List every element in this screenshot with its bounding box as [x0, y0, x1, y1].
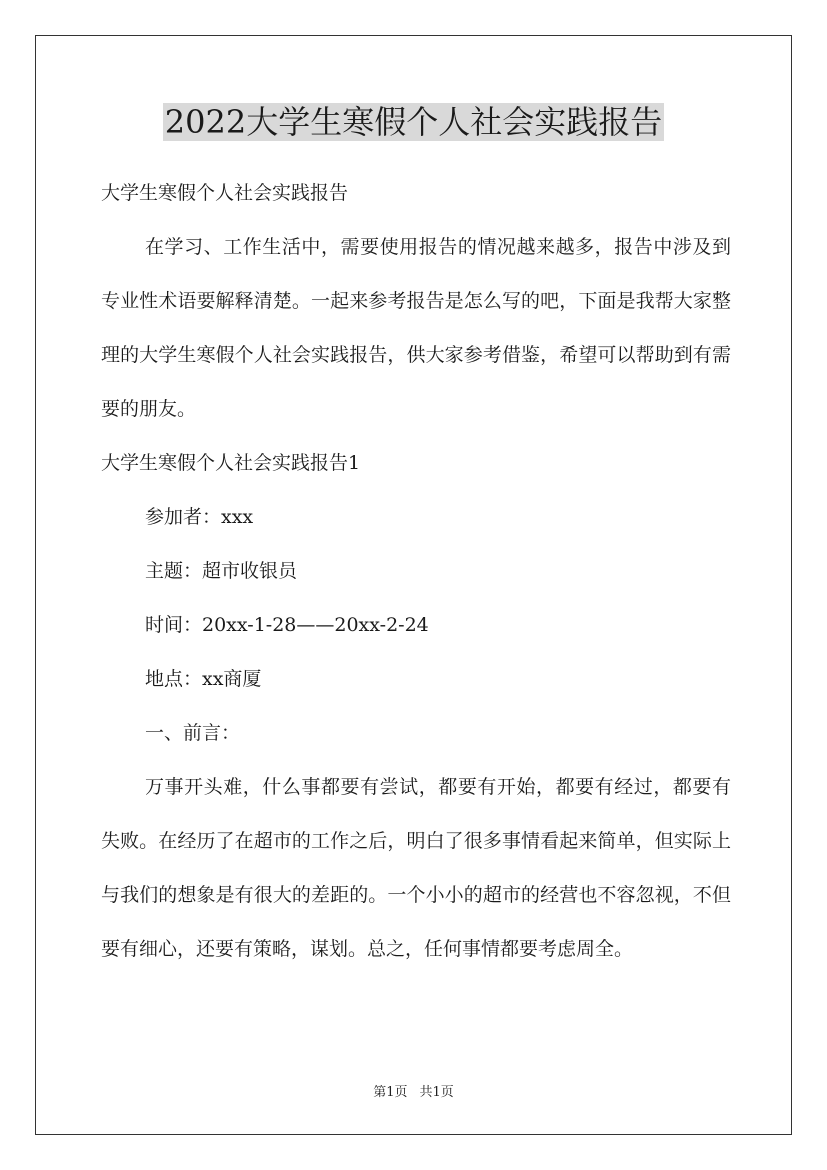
place-field: 地点：xx商厦 [145, 668, 262, 690]
preface-paragraph: 万事开头难，什么事都要有尝试，都要有开始，都要有经过，都要有失败。在经历了在超市的工作之后，明白了很多事情看起来简单，但实际上与我们的想象是有很大的差距的。一个小小的超市的经营也不容忽视，不但要有细心，还要有策略，谋划。总之，任何事情都要考虑周全。 [101, 776, 731, 960]
page-footer [0, 1084, 827, 1102]
document-body [101, 166, 731, 976]
document-subtitle: 大学生寒假个人社会实践报告 [101, 182, 349, 204]
topic-field: 主题：超市收银员 [145, 560, 298, 582]
participant-field: 参加者：xxx [145, 506, 254, 528]
intro-paragraph: 在学习、工作生活中，需要使用报告的情况越来越多，报告中涉及到专业性术语要解释清楚。一起来参考报告是怎么写的吧，下面是我帮大家整理的大学生寒假个人社会实践报告，供大家参考借鉴，希望可以帮助到有需要的朋友。 [101, 236, 731, 420]
page-number: 第1页 [373, 1085, 408, 1100]
section-title: 大学生寒假个人社会实践报告1 [101, 452, 361, 474]
document-title: 2022大学生寒假个人社会实践报告 [164, 103, 663, 141]
time-field: 时间：20xx-1-28——20xx-2-24 [145, 614, 429, 636]
page-total: 共1页 [419, 1085, 454, 1100]
preface-heading: 一、前言： [145, 722, 241, 744]
